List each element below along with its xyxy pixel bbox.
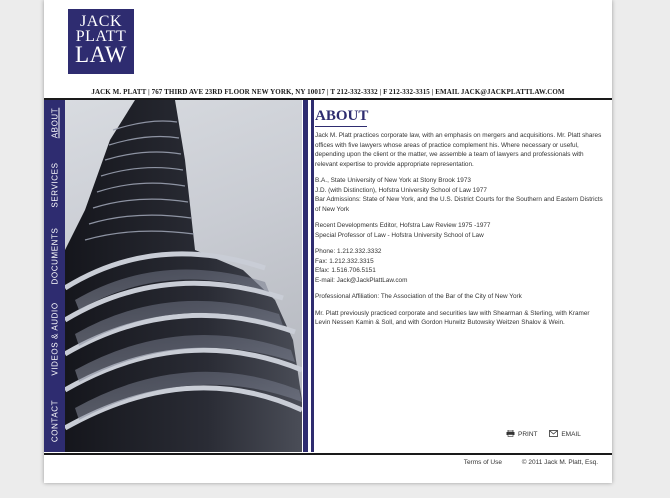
position-line: Special Professor of Law - Hofstra University School of Law	[315, 231, 484, 239]
logo-line-1: JACK	[79, 13, 122, 30]
efax-line: Efax: 1.516.706.5151	[315, 267, 376, 274]
history-paragraph: Mr. Platt previously practiced corporate and securities law with Shearman & Sterling, with Kramer Levin Nessen Kamin & Soll, and with Gordon Hurwitz Butowsky Weitzen Shalov & Wein.	[315, 309, 590, 326]
contact-bar: JACK M. PLATT | 767 THIRD AVE 23RD FLOOR NEW YORK, NY 10017 | T 212-332-3332 | F 212-332-3315 | EMAIL JACK@JACKPLATTLAW.COM	[44, 86, 612, 100]
printer-icon	[506, 430, 515, 437]
print-label: PRINT	[518, 431, 538, 438]
page	[44, 0, 612, 483]
side-navigation	[44, 100, 65, 452]
education-line: B.A., State University of New York at Stony Brook 1973	[315, 177, 471, 184]
building-photo	[65, 100, 302, 452]
nav-item-services[interactable]	[44, 145, 65, 225]
education-line: J.D. (with Distinction), Hofstra University School of Law 1977	[315, 186, 487, 194]
email-label: EMAIL	[561, 431, 581, 438]
fax-line: Fax: 1.212.332.3315	[315, 257, 374, 265]
envelope-icon	[549, 430, 558, 437]
education-block	[315, 176, 603, 214]
nav-item-label: DOCUMENTS	[50, 227, 59, 285]
education-line: Bar Admissions: State of New York, and the U.S. District Courts for the Southern and Eastern Districts of New York	[315, 196, 603, 213]
positions-block	[315, 221, 603, 240]
footer	[464, 459, 598, 466]
nav-item-contact[interactable]	[44, 390, 65, 452]
nav-item-about[interactable]	[44, 100, 65, 145]
column-divider	[302, 100, 316, 452]
position-line: Recent Developments Editor, Hofstra Law Review 1975 -1977	[315, 222, 491, 229]
logo-line-3: LAW	[74, 42, 128, 67]
affiliation-paragraph: Professional Affiliation: The Association of the Bar of the City of New York	[315, 293, 522, 300]
contact-details-block	[315, 247, 603, 285]
nav-item-videos-audio[interactable]	[44, 287, 65, 390]
footer-rule	[44, 453, 612, 455]
terms-of-use-link[interactable]: Terms of Use	[463, 459, 502, 466]
nav-item-documents[interactable]	[44, 225, 65, 287]
nav-item-label: SERVICES	[50, 162, 59, 208]
logo-line-2: PLATT	[75, 28, 127, 45]
print-button[interactable]	[506, 430, 538, 438]
divider-bar	[303, 100, 308, 452]
page-title: ABOUT	[315, 108, 367, 127]
nav-item-label: ABOUT	[50, 107, 59, 138]
nav-item-label: CONTACT	[50, 399, 59, 443]
email-button[interactable]	[549, 430, 581, 438]
intro-paragraph: Jack M. Platt practices corporate law, with an emphasis on mergers and acquisitions. Mr. Platt shares offices with five lawyers whose areas of practice complement his. Where necessary or useful, depending upon the client or the matter, we assemble a team of lawyers and professionals with relevant expertise to provide appropriate representation.	[315, 132, 602, 168]
building-illustration	[65, 100, 302, 452]
copyright-text: © 2011 Jack M. Platt, Esq.	[521, 459, 598, 466]
nav-item-label: VIDEOS & AUDIO	[50, 301, 59, 376]
email-line[interactable]: E-mail: Jack@JackPlattLaw.com	[315, 276, 408, 284]
logo[interactable]	[68, 9, 134, 74]
divider-bar	[311, 100, 314, 452]
main-content	[315, 108, 603, 335]
page-actions	[506, 430, 591, 438]
phone-line: Phone: 1.212.332.3332	[315, 248, 382, 255]
